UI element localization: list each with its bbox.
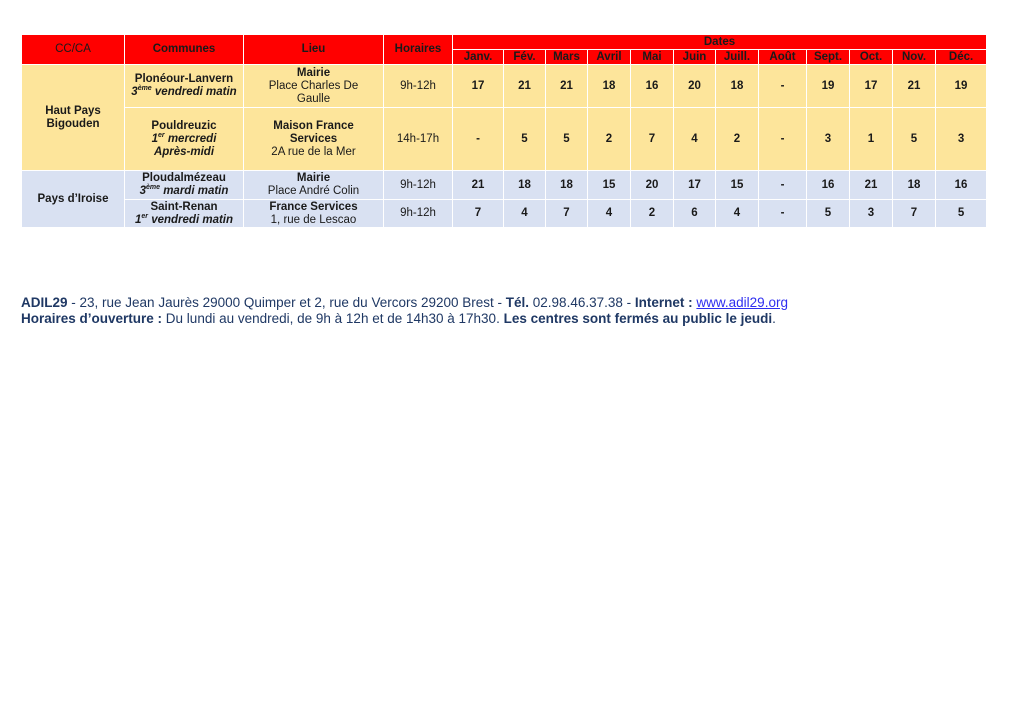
schedule-text: vendredi matin: [148, 213, 234, 226]
header-month: Nov.: [893, 50, 936, 65]
date-cell: 5: [504, 108, 546, 171]
commune-cell: [125, 200, 244, 228]
lieu-cell: [244, 108, 384, 171]
date-cell: 18: [546, 171, 588, 200]
date-cell: 21: [893, 65, 936, 108]
lieu-title: Maison France Services: [273, 119, 354, 145]
date-cell: 2: [588, 108, 631, 171]
date-cell: 1: [850, 108, 893, 171]
header-month: Juill.: [716, 50, 759, 65]
commune-schedule: [125, 214, 243, 227]
footer-address: - 23, rue Jean Jaurès 29000 Quimper et 2, rue du Vercors 29200 Brest -: [67, 295, 506, 310]
footer-hours-line: [21, 311, 1001, 327]
date-cell: 4: [504, 200, 546, 228]
lieu-title: Mairie: [296, 66, 331, 79]
date-cell: 7: [453, 200, 504, 228]
date-cell: 20: [631, 171, 674, 200]
commune-cell: [125, 171, 244, 200]
header-cc-ca: CC/CA: [22, 35, 125, 65]
schedule-text: mardi matin: [160, 185, 229, 197]
date-cell: 16: [631, 65, 674, 108]
date-cell: 21: [504, 65, 546, 108]
lieu-title: Mairie: [296, 172, 331, 184]
header-month: Janv.: [453, 50, 504, 65]
date-cell: 18: [893, 171, 936, 200]
header-communes: Communes: [125, 35, 244, 65]
footer-website-link[interactable]: www.adil29.org: [696, 295, 788, 310]
date-cell: 5: [807, 200, 850, 228]
schedule-ordinal-suffix: er: [158, 131, 165, 139]
commune-schedule: [125, 86, 243, 99]
header-month: Juin: [674, 50, 716, 65]
commune-name: Saint-Renan: [150, 200, 218, 213]
lieu-title: France Services: [269, 200, 358, 213]
date-cell: 18: [504, 171, 546, 200]
date-cell: 6: [674, 200, 716, 228]
lieu-cell: [244, 200, 384, 228]
lieu-cell: [244, 65, 384, 108]
date-cell: 19: [807, 65, 850, 108]
date-cell: 3: [807, 108, 850, 171]
commune-schedule-line2: Après-midi: [153, 145, 215, 158]
footer-hours-label: Horaires d’ouverture :: [21, 311, 163, 326]
date-cell: 16: [807, 171, 850, 200]
footer-contact-line: [21, 295, 1001, 311]
date-cell: 21: [453, 171, 504, 200]
date-cell: -: [759, 171, 807, 200]
footer-tel: 02.98.46.37.38 -: [529, 295, 635, 310]
commune-name: Ploudalmézeau: [142, 172, 226, 184]
commune-name: Pouldreuzic: [151, 119, 217, 132]
schedule-ordinal-suffix: ème: [146, 184, 161, 192]
date-cell: 21: [546, 65, 588, 108]
header-month: Oct.: [850, 50, 893, 65]
schedule-ordinal: 3: [139, 185, 146, 197]
date-cell: 7: [631, 108, 674, 171]
schedule-ordinal-suffix: er: [141, 212, 149, 220]
table-row: [22, 200, 987, 228]
date-cell: 4: [674, 108, 716, 171]
date-cell: -: [759, 108, 807, 171]
date-cell: 7: [893, 200, 936, 228]
date-cell: 4: [588, 200, 631, 228]
header-month: Sept.: [807, 50, 850, 65]
date-cell: 19: [936, 65, 987, 108]
date-cell: 7: [546, 200, 588, 228]
date-cell: 17: [850, 65, 893, 108]
date-cell: 5: [936, 200, 987, 228]
header-month: Août: [759, 50, 807, 65]
lieu-cell: [244, 171, 384, 200]
date-cell: 18: [588, 65, 631, 108]
date-cell: 17: [674, 171, 716, 200]
schedule-text: vendredi matin: [151, 86, 237, 98]
table-row: [22, 108, 987, 171]
date-cell: 3: [936, 108, 987, 171]
horaires-cell: 9h-12h: [384, 171, 453, 200]
schedule-ordinal: 3: [131, 86, 138, 98]
date-cell: -: [759, 200, 807, 228]
header-month: Mai: [631, 50, 674, 65]
footer-internet-label: Internet :: [634, 295, 693, 310]
commune-cell: [125, 108, 244, 171]
commune-cell: [125, 65, 244, 108]
date-cell: 2: [631, 200, 674, 228]
header-lieu: Lieu: [244, 35, 384, 65]
lieu-address: Place André Colin: [267, 185, 360, 197]
header-month: Avril: [588, 50, 631, 65]
group-name: Haut Pays Bigouden: [22, 65, 125, 171]
lieu-address: 2A rue de la Mer: [271, 145, 356, 158]
date-cell: -: [759, 65, 807, 108]
date-cell: 17: [453, 65, 504, 108]
footer-tel-label: Tél.: [505, 295, 530, 310]
footer-closed-end: .: [772, 311, 776, 326]
header-row: [22, 35, 987, 50]
lieu-address: Place Charles De Gaulle: [268, 79, 359, 105]
schedule-text: mercredi: [164, 132, 217, 145]
footer-hours: Du lundi au vendredi, de 9h à 12h et de 14h30 à 17h30.: [162, 311, 504, 326]
table-row: [22, 65, 987, 108]
commune-schedule: [125, 185, 243, 198]
date-cell: 15: [588, 171, 631, 200]
date-cell: 20: [674, 65, 716, 108]
horaires-cell: 9h-12h: [384, 65, 453, 108]
commune-schedule: [125, 133, 243, 146]
date-cell: 5: [546, 108, 588, 171]
schedule-ordinal-suffix: ème: [137, 85, 152, 93]
table-row: [22, 171, 987, 200]
date-cell: 16: [936, 171, 987, 200]
date-cell: 3: [850, 200, 893, 228]
horaires-cell: 14h-17h: [384, 108, 453, 171]
date-cell: 15: [716, 171, 759, 200]
footer: [21, 295, 1001, 327]
header-month: Mars: [546, 50, 588, 65]
header-month: Déc.: [936, 50, 987, 65]
header-horaires: Horaires: [384, 35, 453, 65]
footer-org: ADIL29: [21, 295, 68, 310]
horaires-cell: 9h-12h: [384, 200, 453, 228]
date-cell: 2: [716, 108, 759, 171]
group-name: Pays d’Iroise: [22, 171, 125, 228]
date-cell: 4: [716, 200, 759, 228]
footer-closed-notice: Les centres sont fermés au public le jeudi: [503, 311, 773, 326]
schedule-ordinal: 1: [151, 132, 158, 145]
date-cell: 5: [893, 108, 936, 171]
commune-name: Plonéour-Lanvern: [134, 73, 234, 85]
schedule-ordinal: 1: [134, 213, 142, 226]
lieu-address: 1, rue de Lescao: [270, 213, 357, 226]
date-cell: 18: [716, 65, 759, 108]
date-cell: -: [453, 108, 504, 171]
header-month: Fév.: [504, 50, 546, 65]
header-dates: Dates: [453, 35, 987, 50]
schedule-table: [21, 34, 987, 228]
date-cell: 21: [850, 171, 893, 200]
